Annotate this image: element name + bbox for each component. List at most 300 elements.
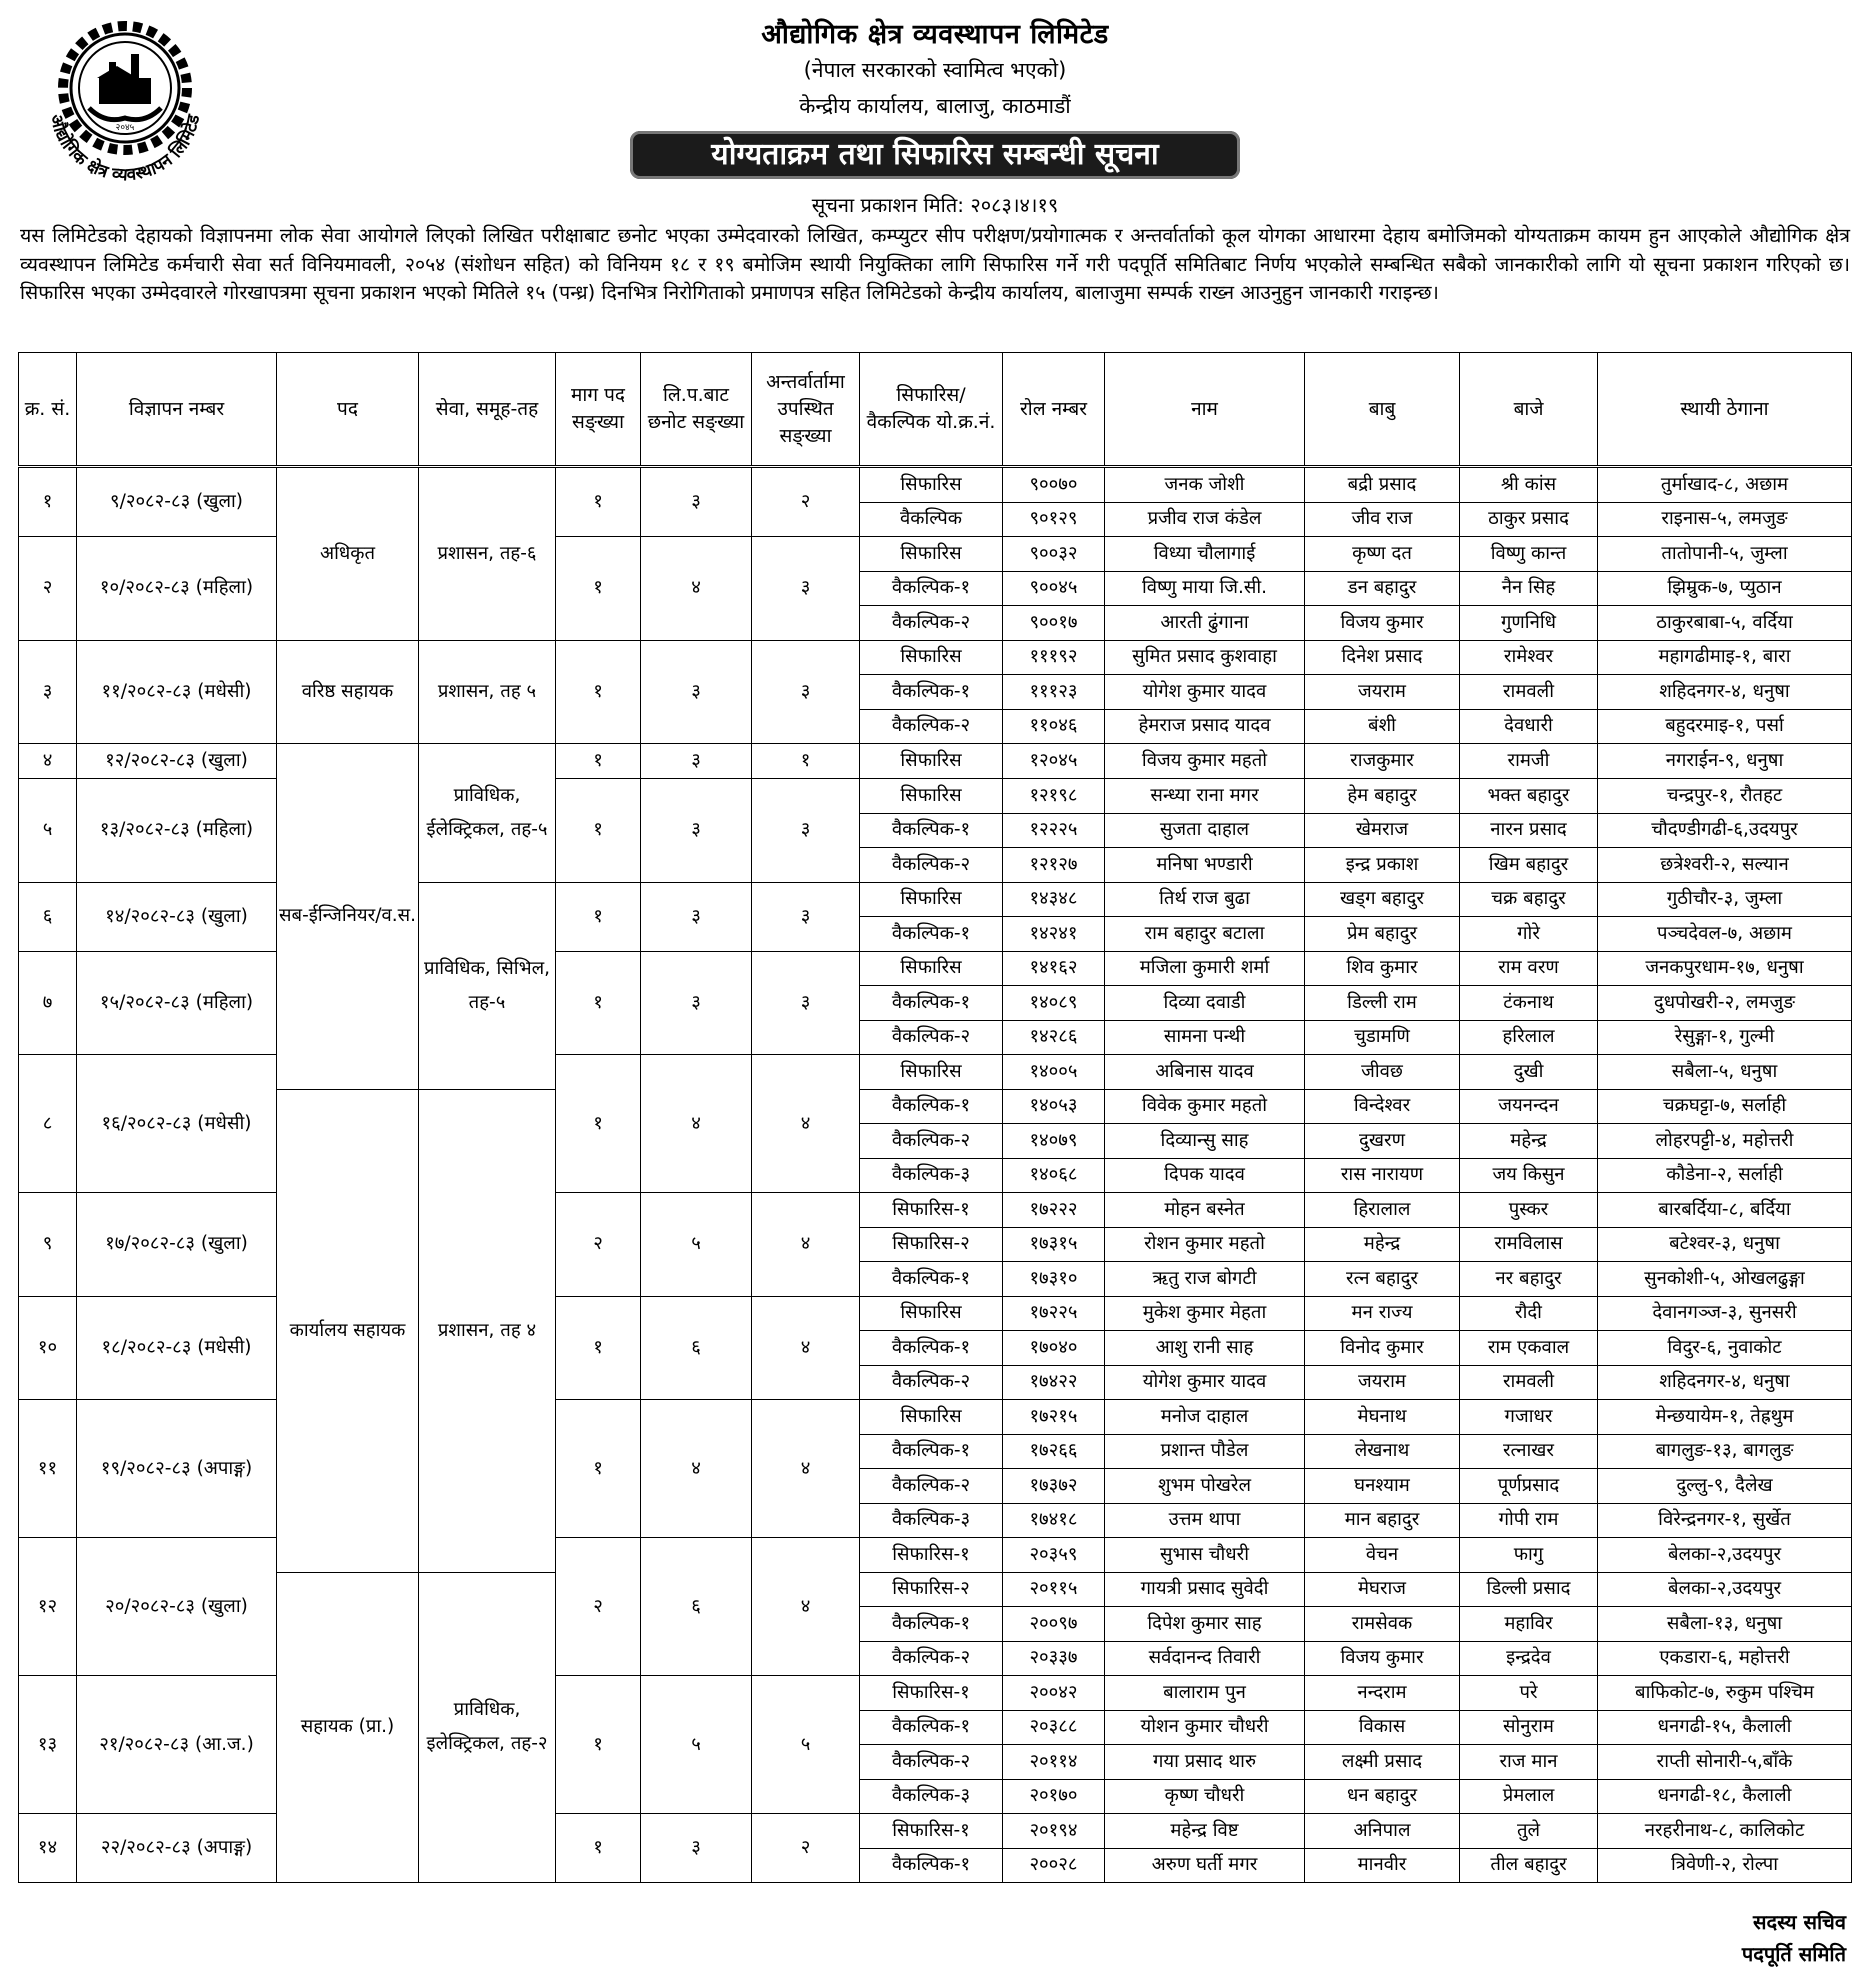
demand-count-cell: १ — [556, 640, 641, 744]
father-name-cell: लेखनाथ — [1305, 1434, 1460, 1469]
col-header-father: बाबु — [1305, 353, 1460, 467]
candidate-name-cell: सन्ध्या राना मगर — [1105, 779, 1305, 814]
serial-number-cell: १२ — [19, 1538, 77, 1676]
father-name-cell: रत्न बहादुर — [1305, 1262, 1460, 1297]
serial-number-cell: ८ — [19, 1055, 77, 1193]
father-name-cell: मानवीर — [1305, 1848, 1460, 1883]
service-cell: प्राविधिक, इलेक्ट्रिकल, तह-२ — [419, 1572, 556, 1883]
recommendation-cell: सिफारिस — [860, 640, 1003, 675]
advertisement-number-cell: २२/२०८२-८३ (अपाङ्ग) — [77, 1814, 277, 1883]
father-name-cell: धन बहादुर — [1305, 1779, 1460, 1814]
grandfather-name-cell: गोपी राम — [1460, 1503, 1598, 1538]
serial-number-cell: ११ — [19, 1400, 77, 1538]
recommendation-cell: वैकल्पिक-२ — [860, 848, 1003, 883]
publication-date: सूचना प्रकाशन मिति: २०८३।४।१९ — [811, 193, 1059, 217]
written-selected-cell: ४ — [641, 1400, 752, 1538]
grandfather-name-cell: रत्नाखर — [1460, 1434, 1598, 1469]
written-selected-cell: ३ — [641, 744, 752, 779]
recommendation-cell: वैकल्पिक-२ — [860, 1745, 1003, 1780]
candidate-name-cell: सुमित प्रसाद कुशवाहा — [1105, 640, 1305, 675]
recommendation-cell: सिफारिस — [860, 1400, 1003, 1435]
demand-count-cell: १ — [556, 1814, 641, 1883]
recommendation-cell: वैकल्पिक-१ — [860, 1710, 1003, 1745]
interview-present-cell: ५ — [752, 1676, 860, 1814]
serial-number-cell: २ — [19, 537, 77, 641]
interview-present-cell: ३ — [752, 779, 860, 883]
interview-present-cell: २ — [752, 1814, 860, 1883]
father-name-cell: प्रेम बहादुर — [1305, 917, 1460, 952]
roll-number-cell: २००४२ — [1003, 1676, 1105, 1711]
candidate-name-cell: अरुण घर्ती मगर — [1105, 1848, 1305, 1883]
roll-number-cell: १७४१८ — [1003, 1503, 1105, 1538]
interview-present-cell: ३ — [752, 640, 860, 744]
advertisement-number-cell: २०/२०८२-८३ (खुला) — [77, 1538, 277, 1676]
grandfather-name-cell: राम एकवाल — [1460, 1331, 1598, 1366]
grandfather-name-cell: रामवली — [1460, 675, 1598, 710]
grandfather-name-cell: रामेश्वर — [1460, 640, 1598, 675]
recommendation-cell: वैकल्पिक-२ — [860, 1365, 1003, 1400]
table-header-row — [19, 353, 1852, 467]
roll-number-cell: १४२४१ — [1003, 917, 1105, 952]
candidate-name-cell: दिव्यान्सु साह — [1105, 1124, 1305, 1159]
roll-number-cell: १२१९८ — [1003, 779, 1105, 814]
interview-present-cell: ४ — [752, 1400, 860, 1538]
candidate-name-cell: आशु रानी साह — [1105, 1331, 1305, 1366]
permanent-address-cell: चक्रघट्टा-७, सर्लाही — [1598, 1089, 1852, 1124]
serial-number-cell: १४ — [19, 1814, 77, 1883]
recommendation-cell: सिफारिस — [860, 779, 1003, 814]
recommendation-cell: वैकल्पिक — [860, 502, 1003, 537]
roll-number-cell: २०११४ — [1003, 1745, 1105, 1780]
grandfather-name-cell: डिल्ली प्रसाद — [1460, 1572, 1598, 1607]
permanent-address-cell: तुर्माखाद-८, अछाम — [1598, 467, 1852, 503]
recommendation-cell: सिफारिस-२ — [860, 1227, 1003, 1262]
candidate-name-cell: मुकेश कुमार मेहता — [1105, 1296, 1305, 1331]
father-name-cell: रास नारायण — [1305, 1158, 1460, 1193]
grandfather-name-cell: ठाकुर प्रसाद — [1460, 502, 1598, 537]
table-row — [19, 744, 1852, 779]
interview-present-cell: ४ — [752, 1296, 860, 1400]
demand-count-cell: १ — [556, 779, 641, 883]
demand-count-cell: १ — [556, 1400, 641, 1538]
permanent-address-cell: मेन्छयायेम-१, तेह्रथुम — [1598, 1400, 1852, 1435]
serial-number-cell: ३ — [19, 640, 77, 744]
interview-present-cell: ४ — [752, 1538, 860, 1676]
written-selected-cell: ३ — [641, 882, 752, 951]
permanent-address-cell: विदुर-६, नुवाकोट — [1598, 1331, 1852, 1366]
permanent-address-cell: सबैला-५, धनुषा — [1598, 1055, 1852, 1090]
candidate-name-cell: सुजता दाहाल — [1105, 813, 1305, 848]
father-name-cell: रामसेवक — [1305, 1607, 1460, 1642]
recommendation-cell: वैकल्पिक-३ — [860, 1779, 1003, 1814]
table-row — [19, 640, 1852, 675]
advertisement-number-cell: १५/२०८२-८३ (महिला) — [77, 951, 277, 1055]
serial-number-cell: ९ — [19, 1193, 77, 1297]
recommendation-cell: वैकल्पिक-१ — [860, 1089, 1003, 1124]
grandfather-name-cell: नैन सिह — [1460, 571, 1598, 606]
written-selected-cell: ३ — [641, 467, 752, 537]
recommendation-cell: वैकल्पिक-१ — [860, 1607, 1003, 1642]
recommendation-cell: सिफारिस — [860, 951, 1003, 986]
permanent-address-cell: लोहरपट्टी-४, महोत्तरी — [1598, 1124, 1852, 1159]
permanent-address-cell: पञ्चदेवल-७, अछाम — [1598, 917, 1852, 952]
service-cell: प्राविधिक, सिभिल, तह-५ — [419, 882, 556, 1089]
father-name-cell: विकास — [1305, 1710, 1460, 1745]
recommendation-cell: वैकल्पिक-१ — [860, 813, 1003, 848]
roll-number-cell: १७४२२ — [1003, 1365, 1105, 1400]
roll-number-cell: १४०६८ — [1003, 1158, 1105, 1193]
interview-present-cell: ३ — [752, 951, 860, 1055]
roll-number-cell: १७३१० — [1003, 1262, 1105, 1297]
demand-count-cell: २ — [556, 1193, 641, 1297]
grandfather-name-cell: नर बहादुर — [1460, 1262, 1598, 1297]
grandfather-name-cell: भक्त बहादुर — [1460, 779, 1598, 814]
father-name-cell: विजय कुमार — [1305, 1641, 1460, 1676]
permanent-address-cell: एकडारा-६, महोत्तरी — [1598, 1641, 1852, 1676]
recommendation-cell: सिफारिस-१ — [860, 1538, 1003, 1573]
roll-number-cell: २००२८ — [1003, 1848, 1105, 1883]
organization-name: औद्योगिक क्षेत्र व्यवस्थापन लिमिटेड — [761, 19, 1109, 50]
father-name-cell: जयराम — [1305, 1365, 1460, 1400]
candidate-name-cell: अबिनास यादव — [1105, 1055, 1305, 1090]
table-row — [19, 1089, 1852, 1124]
recommendation-cell: सिफारिस — [860, 1055, 1003, 1090]
permanent-address-cell: शहिदनगर-४, धनुषा — [1598, 1365, 1852, 1400]
grandfather-name-cell: रामजी — [1460, 744, 1598, 779]
written-selected-cell: ५ — [641, 1193, 752, 1297]
grandfather-name-cell: प्रेमलाल — [1460, 1779, 1598, 1814]
father-name-cell: शिव कुमार — [1305, 951, 1460, 986]
grandfather-name-cell: पूर्णप्रसाद — [1460, 1469, 1598, 1504]
col-header-sn: क्र. सं. — [19, 353, 77, 467]
demand-count-cell: १ — [556, 1676, 641, 1814]
permanent-address-cell: बटेश्वर-३, धनुषा — [1598, 1227, 1852, 1262]
candidate-name-cell: बालाराम पुन — [1105, 1676, 1305, 1711]
candidate-name-cell: शुभम पोखरेल — [1105, 1469, 1305, 1504]
advertisement-number-cell: १०/२०८२-८३ (महिला) — [77, 537, 277, 641]
interview-present-cell: १ — [752, 744, 860, 779]
candidate-name-cell: ऋतु राज बोगटी — [1105, 1262, 1305, 1297]
candidate-name-cell: प्रजीव राज कंडेल — [1105, 502, 1305, 537]
roll-number-cell: १७३७२ — [1003, 1469, 1105, 1504]
father-name-cell: खेमराज — [1305, 813, 1460, 848]
grandfather-name-cell: पुस्कर — [1460, 1193, 1598, 1228]
roll-number-cell: १४०७९ — [1003, 1124, 1105, 1159]
grandfather-name-cell: महेन्द्र — [1460, 1124, 1598, 1159]
roll-number-cell: १७२२५ — [1003, 1296, 1105, 1331]
grandfather-name-cell: हरिलाल — [1460, 1020, 1598, 1055]
roll-number-cell: २००९७ — [1003, 1607, 1105, 1642]
table-row — [19, 1572, 1852, 1607]
grandfather-name-cell: गुणनिधि — [1460, 606, 1598, 641]
grandfather-name-cell: राम वरण — [1460, 951, 1598, 986]
father-name-cell: चुडामणि — [1305, 1020, 1460, 1055]
candidate-name-cell: सामना पन्थी — [1105, 1020, 1305, 1055]
written-selected-cell: ६ — [641, 1538, 752, 1676]
col-header-roll: रोल नम्बर — [1003, 353, 1105, 467]
permanent-address-cell: महागढीमाइ-१, बारा — [1598, 640, 1852, 675]
roll-number-cell: २०१७० — [1003, 1779, 1105, 1814]
father-name-cell: मन राज्य — [1305, 1296, 1460, 1331]
advertisement-number-cell: १९/२०८२-८३ (अपाङ्ग) — [77, 1400, 277, 1538]
father-name-cell: जीव राज — [1305, 502, 1460, 537]
grandfather-name-cell: रौदी — [1460, 1296, 1598, 1331]
interview-present-cell: ३ — [752, 537, 860, 641]
candidate-name-cell: सर्वदानन्द तिवारी — [1105, 1641, 1305, 1676]
col-header-interview-present: अन्तर्वार्तामा उपस्थित सङ्ख्या — [752, 353, 860, 467]
demand-count-cell: २ — [556, 1538, 641, 1676]
grandfather-name-cell: सोनुराम — [1460, 1710, 1598, 1745]
father-name-cell: विजय कुमार — [1305, 606, 1460, 641]
father-name-cell: मेघनाथ — [1305, 1400, 1460, 1435]
roll-number-cell: ९००७० — [1003, 467, 1105, 503]
roll-number-cell: १४१६२ — [1003, 951, 1105, 986]
post-cell: सहायक (प्रा.) — [277, 1572, 419, 1883]
logo-year: २०४५ — [115, 123, 135, 133]
recommendation-cell: वैकल्पिक-१ — [860, 571, 1003, 606]
roll-number-cell: १२२२५ — [1003, 813, 1105, 848]
candidate-name-cell: योगेश कुमार यादव — [1105, 675, 1305, 710]
recommendation-cell: सिफारिस-१ — [860, 1676, 1003, 1711]
candidate-name-cell: गया प्रसाद थारु — [1105, 1745, 1305, 1780]
recommendation-cell: सिफारिस — [860, 882, 1003, 917]
permanent-address-cell: बहुदरमाइ-१, पर्सा — [1598, 709, 1852, 744]
recommendation-cell: वैकल्पिक-१ — [860, 675, 1003, 710]
serial-number-cell: १ — [19, 467, 77, 537]
permanent-address-cell: जनकपुरधाम-१७, धनुषा — [1598, 951, 1852, 986]
recommendation-cell: वैकल्पिक-२ — [860, 709, 1003, 744]
permanent-address-cell: छत्रेश्वरी-२, सल्यान — [1598, 848, 1852, 883]
serial-number-cell: ४ — [19, 744, 77, 779]
candidate-name-cell: सुभास चौधरी — [1105, 1538, 1305, 1573]
grandfather-name-cell: दुखी — [1460, 1055, 1598, 1090]
post-cell: सब-ईन्जिनियर/व.स. — [277, 744, 419, 1090]
roll-number-cell: १७२६६ — [1003, 1434, 1105, 1469]
col-header-post: पद — [277, 353, 419, 467]
roll-number-cell: १७२१५ — [1003, 1400, 1105, 1435]
father-name-cell: डन बहादुर — [1305, 571, 1460, 606]
grandfather-name-cell: जय किसुन — [1460, 1158, 1598, 1193]
demand-count-cell: १ — [556, 467, 641, 537]
advertisement-number-cell: १६/२०८२-८३ (मधेसी) — [77, 1055, 277, 1193]
serial-number-cell: ६ — [19, 882, 77, 951]
father-name-cell: इन्द्र प्रकाश — [1305, 848, 1460, 883]
demand-count-cell: १ — [556, 537, 641, 641]
candidate-name-cell: दिव्या दवाडी — [1105, 986, 1305, 1021]
advertisement-number-cell: ९/२०८२-८३ (खुला) — [77, 467, 277, 537]
serial-number-cell: १० — [19, 1296, 77, 1400]
recommendation-cell: वैकल्पिक-२ — [860, 1124, 1003, 1159]
recommendation-cell: सिफारिस-१ — [860, 1814, 1003, 1849]
recommendation-cell: वैकल्पिक-१ — [860, 917, 1003, 952]
logo-arc-text: औद्योगिक क्षेत्र व्यवस्थापन लिमिटेड — [45, 112, 205, 186]
father-name-cell: दिनेश प्रसाद — [1305, 640, 1460, 675]
grandfather-name-cell: महाविर — [1460, 1607, 1598, 1642]
post-cell: कार्यालय सहायक — [277, 1089, 419, 1572]
father-name-cell: वेचन — [1305, 1538, 1460, 1573]
recommendation-cell: सिफारिस — [860, 467, 1003, 503]
recommendation-cell: सिफारिस — [860, 744, 1003, 779]
father-name-cell: बद्री प्रसाद — [1305, 467, 1460, 503]
candidate-name-cell: हेमराज प्रसाद यादव — [1105, 709, 1305, 744]
grandfather-name-cell: खिम बहादुर — [1460, 848, 1598, 883]
interview-present-cell: ४ — [752, 1193, 860, 1297]
grandfather-name-cell: राज मान — [1460, 1745, 1598, 1780]
father-name-cell: मान बहादुर — [1305, 1503, 1460, 1538]
recommendation-cell: वैकल्पिक-१ — [860, 1262, 1003, 1297]
permanent-address-cell: बेलका-२,उदयपुर — [1598, 1538, 1852, 1573]
grandfather-name-cell: जयनन्दन — [1460, 1089, 1598, 1124]
grandfather-name-cell: गजाधर — [1460, 1400, 1598, 1435]
candidate-name-cell: विध्या चौलागाई — [1105, 537, 1305, 572]
father-name-cell: घनश्याम — [1305, 1469, 1460, 1504]
father-name-cell: कृष्ण दत — [1305, 537, 1460, 572]
service-cell: प्राविधिक, ईलेक्ट्रिकल, तह-५ — [419, 744, 556, 883]
permanent-address-cell: बाफिकोट-७, रुकुम पश्चिम — [1598, 1676, 1852, 1711]
permanent-address-cell: बारबर्दिया-८, बर्दिया — [1598, 1193, 1852, 1228]
demand-count-cell: १ — [556, 1055, 641, 1193]
roll-number-cell: १२१२७ — [1003, 848, 1105, 883]
candidate-name-cell: प्रशान्त पौडेल — [1105, 1434, 1305, 1469]
candidate-name-cell: मनोज दाहाल — [1105, 1400, 1305, 1435]
permanent-address-cell: सबैला-१३, धनुषा — [1598, 1607, 1852, 1642]
grandfather-name-cell: तुले — [1460, 1814, 1598, 1849]
roll-number-cell: १७०४० — [1003, 1331, 1105, 1366]
recommendation-cell: वैकल्पिक-१ — [860, 986, 1003, 1021]
demand-count-cell: १ — [556, 1296, 641, 1400]
candidate-name-cell: विवेक कुमार महतो — [1105, 1089, 1305, 1124]
advertisement-number-cell: १८/२०८२-८३ (मधेसी) — [77, 1296, 277, 1400]
recommendation-cell: वैकल्पिक-२ — [860, 1020, 1003, 1055]
demand-count-cell: १ — [556, 951, 641, 1055]
candidate-name-cell: मनिषा भण्डारी — [1105, 848, 1305, 883]
interview-present-cell: ४ — [752, 1055, 860, 1193]
roll-number-cell: १४०५३ — [1003, 1089, 1105, 1124]
written-selected-cell: ३ — [641, 1814, 752, 1883]
permanent-address-cell: कौडेना-२, सर्लाही — [1598, 1158, 1852, 1193]
candidate-name-cell: रोशन कुमार महतो — [1105, 1227, 1305, 1262]
permanent-address-cell: दुधपोखरी-२, लमजुङ — [1598, 986, 1852, 1021]
serial-number-cell: १३ — [19, 1676, 77, 1814]
roll-number-cell: १४२८६ — [1003, 1020, 1105, 1055]
permanent-address-cell: तातोपानी-५, जुम्ला — [1598, 537, 1852, 572]
grandfather-name-cell: तील बहादुर — [1460, 1848, 1598, 1883]
recommendation-cell: सिफारिस-२ — [860, 1572, 1003, 1607]
candidate-name-cell: आरती ढुंगाना — [1105, 606, 1305, 641]
post-cell: अधिकृत — [277, 467, 419, 641]
candidate-name-cell: मोहन बस्नेत — [1105, 1193, 1305, 1228]
written-selected-cell: ३ — [641, 640, 752, 744]
roll-number-cell: ९००३२ — [1003, 537, 1105, 572]
grandfather-name-cell: देवधारी — [1460, 709, 1598, 744]
permanent-address-cell: राप्ती सोनारी-५,बाँके — [1598, 1745, 1852, 1780]
notice-header — [0, 0, 1870, 230]
roll-number-cell: ९००४५ — [1003, 571, 1105, 606]
roll-number-cell: २०३५९ — [1003, 1538, 1105, 1573]
grandfather-name-cell: विष्णु कान्त — [1460, 537, 1598, 572]
permanent-address-cell: शहिदनगर-४, धनुषा — [1598, 675, 1852, 710]
recommendation-cell: सिफारिस-१ — [860, 1193, 1003, 1228]
recommendation-cell: वैकल्पिक-२ — [860, 1469, 1003, 1504]
roll-number-cell: २०३३७ — [1003, 1641, 1105, 1676]
candidate-name-cell: दिपक यादव — [1105, 1158, 1305, 1193]
permanent-address-cell: झिम्रुक-७, प्युठान — [1598, 571, 1852, 606]
roll-number-cell: २०३८८ — [1003, 1710, 1105, 1745]
candidate-name-cell: विजय कुमार महतो — [1105, 744, 1305, 779]
signature-title: सदस्य सचिव — [1752, 1910, 1846, 1934]
written-selected-cell: ३ — [641, 779, 752, 883]
organization-address: केन्द्रीय कार्यालय, बालाजु, काठमाडौं — [799, 94, 1071, 118]
roll-number-cell: १७२२२ — [1003, 1193, 1105, 1228]
recommendation-cell: वैकल्पिक-२ — [860, 1641, 1003, 1676]
serial-number-cell: ७ — [19, 951, 77, 1055]
roll-number-cell: १४००५ — [1003, 1055, 1105, 1090]
father-name-cell: लक्ष्मी प्रसाद — [1305, 1745, 1460, 1780]
organization-subtitle: (नेपाल सरकारको स्वामित्व भएको) — [803, 58, 1067, 82]
permanent-address-cell: सुनकोशी-५, ओखलढुङ्गा — [1598, 1262, 1852, 1297]
permanent-address-cell: नरहरीनाथ-८, कालिकोट — [1598, 1814, 1852, 1849]
grandfather-name-cell: इन्द्रदेव — [1460, 1641, 1598, 1676]
advertisement-number-cell: १३/२०८२-८३ (महिला) — [77, 779, 277, 883]
grandfather-name-cell: श्री कांस — [1460, 467, 1598, 503]
grandfather-name-cell: रामवली — [1460, 1365, 1598, 1400]
interview-present-cell: २ — [752, 467, 860, 537]
grandfather-name-cell: परे — [1460, 1676, 1598, 1711]
col-header-name: नाम — [1105, 353, 1305, 467]
written-selected-cell: ५ — [641, 1676, 752, 1814]
col-header-written-selected: लि.प.बाट छनोट सङ्ख्या — [641, 353, 752, 467]
father-name-cell: विनोद कुमार — [1305, 1331, 1460, 1366]
advertisement-number-cell: १२/२०८२-८३ (खुला) — [77, 744, 277, 779]
father-name-cell: दुखरण — [1305, 1124, 1460, 1159]
col-header-address: स्थायी ठेगाना — [1598, 353, 1852, 467]
roll-number-cell: १२०४५ — [1003, 744, 1105, 779]
roll-number-cell: ११०४६ — [1003, 709, 1105, 744]
col-header-service: सेवा, समूह-तह — [419, 353, 556, 467]
roll-number-cell: १११२३ — [1003, 675, 1105, 710]
recommendation-cell: सिफारिस — [860, 537, 1003, 572]
service-cell: प्रशासन, तह ४ — [419, 1089, 556, 1572]
recommendation-cell: सिफारिस — [860, 1296, 1003, 1331]
candidate-name-cell: तिर्थ राज बुढा — [1105, 882, 1305, 917]
father-name-cell: नन्दराम — [1305, 1676, 1460, 1711]
permanent-address-cell: नगराईन-९, धनुषा — [1598, 744, 1852, 779]
grandfather-name-cell: रामविलास — [1460, 1227, 1598, 1262]
grandfather-name-cell: टंकनाथ — [1460, 986, 1598, 1021]
advertisement-number-cell: १४/२०८२-८३ (खुला) — [77, 882, 277, 951]
table-body — [19, 467, 1852, 1883]
father-name-cell: जीवछ — [1305, 1055, 1460, 1090]
recommendation-cell: वैकल्पिक-१ — [860, 1848, 1003, 1883]
demand-count-cell: १ — [556, 882, 641, 951]
recommendation-cell: वैकल्पिक-१ — [860, 1434, 1003, 1469]
candidate-name-cell: राम बहादुर बटाला — [1105, 917, 1305, 952]
candidate-name-cell: गायत्री प्रसाद सुवेदी — [1105, 1572, 1305, 1607]
father-name-cell: खड्ग बहादुर — [1305, 882, 1460, 917]
recommendation-cell: वैकल्पिक-१ — [860, 1331, 1003, 1366]
permanent-address-cell: दुल्लु-९, दैलेख — [1598, 1469, 1852, 1504]
grandfather-name-cell: गोरे — [1460, 917, 1598, 952]
permanent-address-cell: बेलका-२,उदयपुर — [1598, 1572, 1852, 1607]
col-header-grandfather: बाजे — [1460, 353, 1598, 467]
permanent-address-cell: चन्द्रपुर-१, रौतहट — [1598, 779, 1852, 814]
permanent-address-cell: विरेन्द्रनगर-१, सुर्खेत — [1598, 1503, 1852, 1538]
advertisement-number-cell: २१/२०८२-८३ (आ.ज.) — [77, 1676, 277, 1814]
father-name-cell: हेम बहादुर — [1305, 779, 1460, 814]
father-name-cell: बंशी — [1305, 709, 1460, 744]
candidate-name-cell: योगेश कुमार यादव — [1105, 1365, 1305, 1400]
written-selected-cell: ६ — [641, 1296, 752, 1400]
